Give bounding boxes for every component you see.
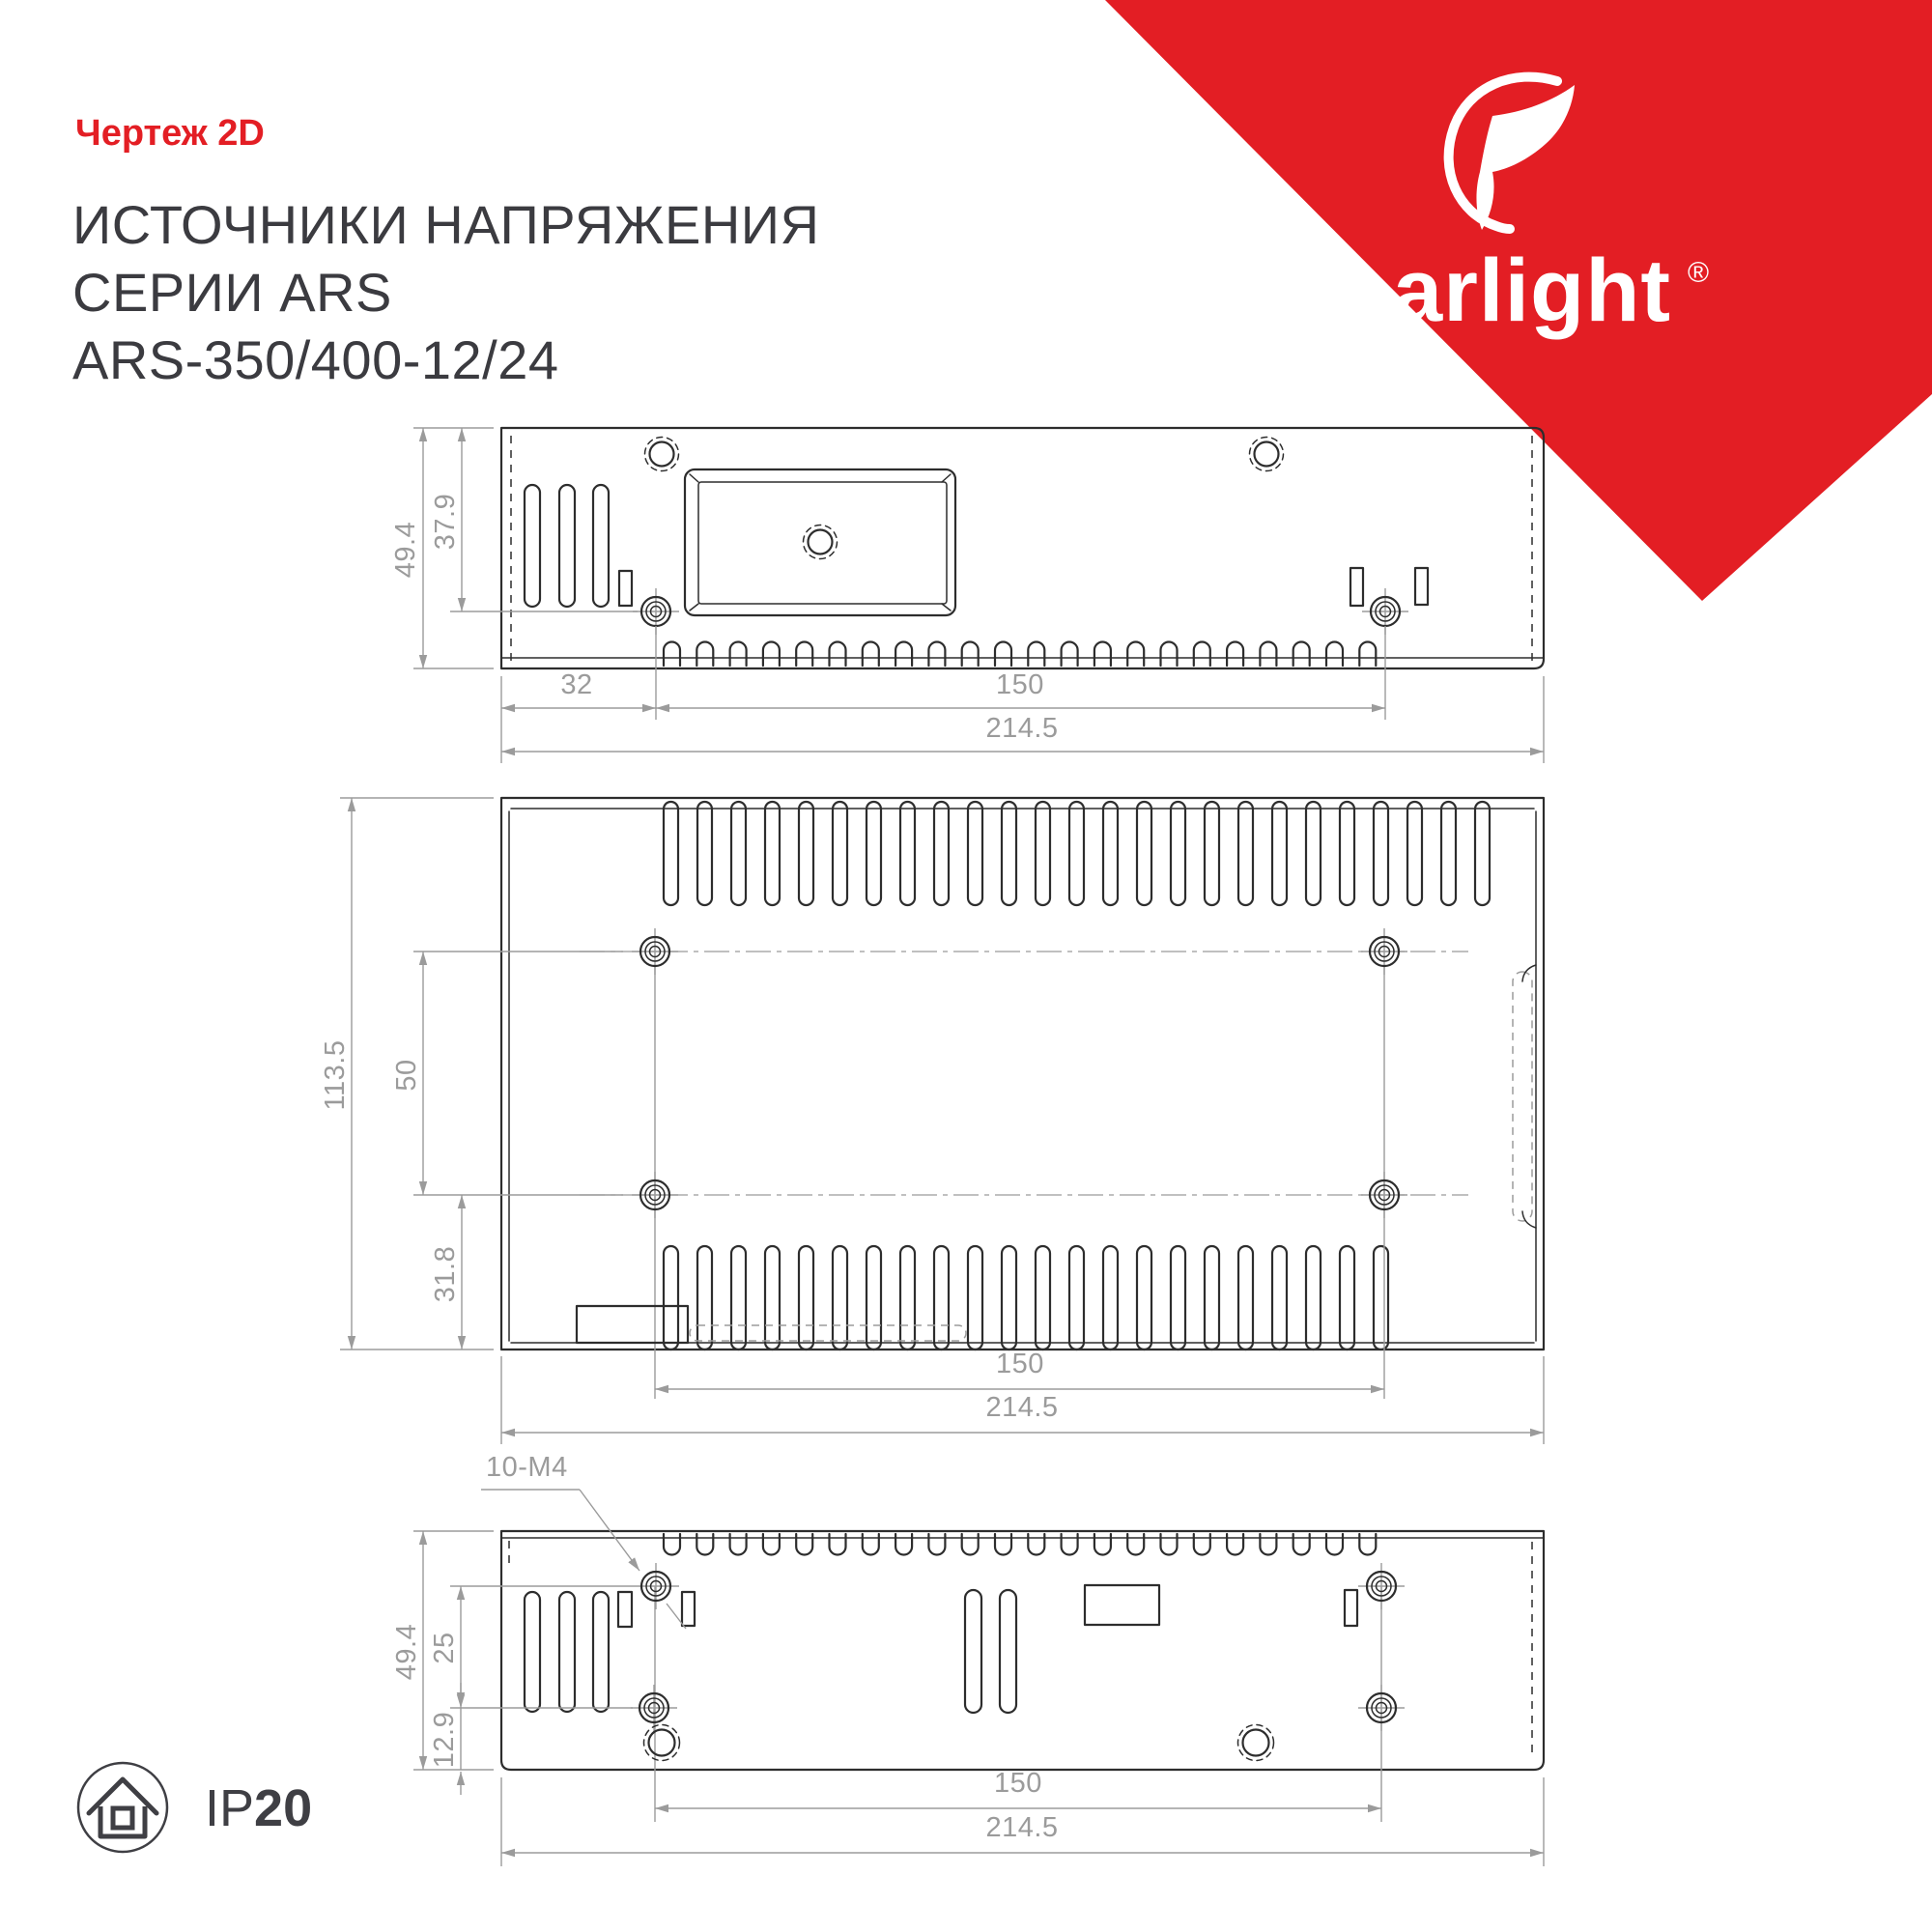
vent-slot xyxy=(730,1534,747,1555)
vent-slot xyxy=(1340,802,1354,905)
vent-slot xyxy=(1359,1534,1376,1555)
vent-slot xyxy=(1306,802,1321,905)
dim-top-height-total: 113.5 xyxy=(320,1039,351,1111)
vent-slot xyxy=(1293,642,1310,667)
brand-corner xyxy=(1105,0,1932,601)
vent-slot xyxy=(731,802,746,905)
vent-slot xyxy=(1293,1534,1310,1555)
vent-slot xyxy=(1260,642,1276,667)
front-vent-slots-left xyxy=(525,485,632,607)
vent-slot xyxy=(696,642,713,667)
vent-slot xyxy=(928,1534,945,1555)
vent-slot xyxy=(799,802,813,905)
house-icon xyxy=(78,1763,167,1852)
vent-slot xyxy=(895,1534,912,1555)
vent-slot xyxy=(1171,1246,1185,1350)
dim-top-screw-rows-span: 50 xyxy=(391,1059,422,1092)
vent-slot xyxy=(1475,802,1490,905)
title-line-1: ИСТОЧНИКИ НАПРЯЖЕНИЯ xyxy=(72,194,820,255)
cover-screw-hole-icon xyxy=(804,526,838,559)
vent-slot xyxy=(995,642,1011,667)
vent-slot xyxy=(1326,642,1343,667)
ip-rating-badge xyxy=(78,1763,312,1852)
vent-slot xyxy=(1227,1534,1243,1555)
vent-slot xyxy=(664,802,678,905)
header-tag: Чертеж 2D xyxy=(75,113,265,154)
vent-slot xyxy=(1127,642,1144,667)
thread-screw-icon xyxy=(1358,1563,1405,1609)
vent-slot xyxy=(995,1534,1011,1555)
thread-screw-icon xyxy=(1358,1685,1405,1731)
vent-slot xyxy=(664,1534,680,1555)
vent-slot xyxy=(1374,802,1388,905)
dim-base-screw-span: 150 xyxy=(994,1768,1042,1799)
vent-slot xyxy=(1326,1534,1343,1555)
vent-slot xyxy=(962,1534,979,1555)
top-vent-slots-lower xyxy=(664,1246,1388,1350)
vent-slot xyxy=(1171,802,1185,905)
vent-slot xyxy=(731,1246,746,1350)
base-top-vents xyxy=(664,1534,1376,1555)
vent-slot xyxy=(1260,1534,1276,1555)
vent-slot xyxy=(863,1534,879,1555)
title-line-2: СЕРИИ ARS xyxy=(72,262,392,323)
top-dimensions xyxy=(320,798,1544,1444)
vent-slot xyxy=(1062,1534,1078,1555)
vent-slot xyxy=(1272,802,1287,905)
connector-block xyxy=(577,1306,688,1343)
vent-slot xyxy=(730,642,747,667)
dim-front-height-to-screw: 37.9 xyxy=(430,493,461,551)
vent-slot xyxy=(1350,568,1363,606)
vent-slot xyxy=(1194,642,1210,667)
cover-hole-icon xyxy=(645,438,679,471)
vent-slot xyxy=(1127,1534,1144,1555)
vent-slot xyxy=(968,802,982,905)
vent-slot xyxy=(1137,802,1151,905)
vent-slot xyxy=(934,802,949,905)
brand-registered-mark: ® xyxy=(1687,257,1710,289)
side-hidden-slot xyxy=(1513,965,1536,1228)
vent-slot xyxy=(1306,1246,1321,1350)
vent-slot xyxy=(895,642,912,667)
vent-slot xyxy=(664,642,680,667)
vent-slot xyxy=(1069,802,1084,905)
vent-slot xyxy=(1028,1534,1044,1555)
vent-slot xyxy=(765,1246,780,1350)
mounting-screw-icon xyxy=(1361,1172,1407,1218)
dim-front-screw-span: 150 xyxy=(996,669,1044,700)
thread-label: 10-M4 xyxy=(486,1452,568,1483)
base-vent-slots-middle xyxy=(965,1585,1357,1713)
vent-slot xyxy=(1407,802,1422,905)
base-hole-icon xyxy=(644,1725,680,1761)
dim-base-bottom-inset: 12.9 xyxy=(429,1711,460,1769)
vent-slot xyxy=(900,802,915,905)
vent-slot xyxy=(1161,642,1178,667)
vent-slot xyxy=(697,802,712,905)
dim-front-height-total: 49.4 xyxy=(390,521,421,579)
mounting-screw-icon xyxy=(632,928,678,975)
vent-slot xyxy=(863,642,879,667)
cover-hole-icon xyxy=(1250,438,1284,471)
vent-slot xyxy=(1272,1246,1287,1350)
vent-slot xyxy=(928,642,945,667)
vent-slot xyxy=(1137,1246,1151,1350)
vent-slot xyxy=(763,1534,780,1555)
vent-slot xyxy=(1002,802,1016,905)
vent-slot xyxy=(833,802,847,905)
thread-screw-icon xyxy=(631,1685,677,1731)
vent-slot xyxy=(1194,1534,1210,1555)
dim-base-width-total: 214.5 xyxy=(985,1812,1059,1843)
vent-slot xyxy=(900,1246,915,1350)
mounting-screw-icon xyxy=(632,1172,678,1218)
vent-slot xyxy=(796,642,812,667)
dim-top-screw-span: 150 xyxy=(996,1349,1044,1379)
vent-slot xyxy=(664,1246,678,1350)
vent-slot xyxy=(1205,1246,1219,1350)
vent-slot xyxy=(796,1534,812,1555)
vent-slot xyxy=(1238,1246,1253,1350)
vent-slot xyxy=(1103,1246,1118,1350)
vent-slot xyxy=(1340,1246,1354,1350)
title-line-3: ARS-350/400-12/24 xyxy=(72,329,559,390)
vent-slot xyxy=(1036,1246,1050,1350)
vent-slot xyxy=(830,1534,846,1555)
vent-slot xyxy=(697,1246,712,1350)
dim-top-width-total: 214.5 xyxy=(985,1392,1059,1423)
top-cover-view xyxy=(320,798,1544,1444)
front-dimensions xyxy=(390,428,1544,763)
dim-base-screw-rows-span: 25 xyxy=(429,1632,460,1664)
vent-slot xyxy=(1036,802,1050,905)
vent-slot xyxy=(962,642,979,667)
vent-slot xyxy=(867,802,881,905)
vent-slot xyxy=(1227,642,1243,667)
vent-slot xyxy=(763,642,780,667)
front-panel-view xyxy=(390,428,1544,763)
vent-slot xyxy=(1359,642,1376,667)
vent-slot xyxy=(1028,642,1044,667)
vent-slot xyxy=(799,1246,813,1350)
vent-slot xyxy=(696,1534,713,1555)
dim-base-height-total: 49.4 xyxy=(391,1623,422,1681)
base-vent-slots-left xyxy=(525,1592,695,1712)
brand-wordmark: arlight xyxy=(1392,242,1672,340)
vent-slot xyxy=(1161,1534,1178,1555)
ip-rating-label: IP20 xyxy=(205,1779,313,1837)
dim-front-width-total: 214.5 xyxy=(985,713,1059,744)
dim-top-bottom-inset: 31.8 xyxy=(430,1245,461,1303)
vent-slot xyxy=(833,1246,847,1350)
base-hole-icon xyxy=(1238,1725,1274,1761)
vent-slot xyxy=(1094,1534,1111,1555)
mounting-screw-icon xyxy=(1361,928,1407,975)
header xyxy=(72,113,819,390)
vent-slot xyxy=(934,1246,949,1350)
vent-slot xyxy=(1069,1246,1084,1350)
vent-slot xyxy=(1238,802,1253,905)
vent-slot xyxy=(1205,802,1219,905)
vent-slot xyxy=(1374,1246,1388,1350)
vent-slot xyxy=(867,1246,881,1350)
vent-slot xyxy=(1002,1246,1016,1350)
vent-slot xyxy=(968,1246,982,1350)
vent-slot xyxy=(765,802,780,905)
vent-slot xyxy=(1441,802,1456,905)
vent-slot xyxy=(830,642,846,667)
front-bottom-vents xyxy=(664,642,1376,667)
vent-slot xyxy=(1094,642,1111,667)
bottom-base-view xyxy=(391,1452,1544,1866)
vent-slot xyxy=(1103,802,1118,905)
top-vent-slots-upper xyxy=(664,802,1490,905)
terminal-cover xyxy=(685,469,955,615)
vent-slot xyxy=(1062,642,1078,667)
vent-slot xyxy=(1415,568,1428,605)
dim-front-inset-left: 32 xyxy=(560,669,593,700)
